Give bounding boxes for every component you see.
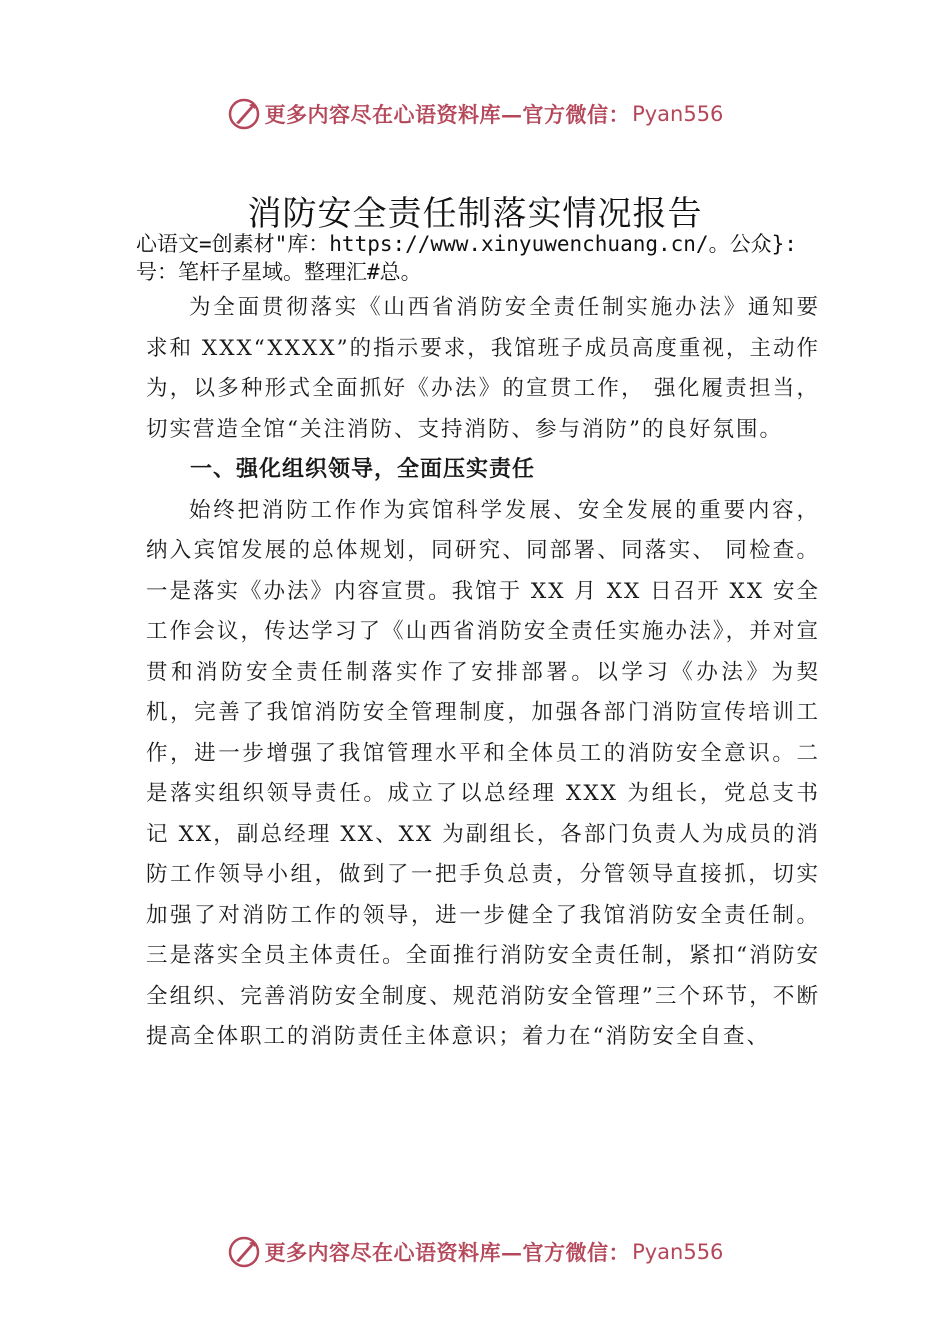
- document-title: 消防安全责任制落实情况报告: [247, 194, 703, 234]
- banner-text: 更多内容尽在心语资料库—官方微信：: [264, 102, 631, 127]
- footer-banner: [0, 1232, 950, 1272]
- banner-wechat-id: Pyan556: [632, 1240, 724, 1264]
- intro-paragraph: 为全面贯彻落实《山西省消防安全责任制实施办法》通知要求和 XXX“XXXX”的指示要求，我馆班子成员高度重视，主动作为，以多种形式全面抓好《办法》的宣贯工作， 强化履责担当，切实营造全馆“关注消防、支持消防、参与消防”的良好氛围。: [146, 295, 820, 442]
- document-body: [146, 288, 820, 1058]
- source-line: 心语文=创素材"库：https://www.xinyuwenchuang.cn/。公众}:号：笔杆子星域。整理汇#总。: [136, 232, 797, 284]
- banner-wechat-id: Pyan556: [632, 102, 724, 126]
- feather-pen-circle-icon: [227, 1235, 261, 1269]
- section-paragraph: 始终把消防工作作为宾馆科学发展、安全发展的重要内容，纳入宾馆发展的总体规划，同研究、同部署、同落实、 同检查。一是落实《办法》内容宣贯。我馆于 XX 月 XX 日召开 XX 安全工作会议，传达学习了《山西省消防安全责任实施办法》，并对宣贯和消防安全责任制落实作了安排部署。以学习《办法》为契机，完善了我馆消防安全管理制度，加强各部门消防宣传培训工作，进一步增强了我馆管理水平和全体员工的消防安全意识。二是落实组织领导责任。成立了以总经理 XXX 为组长，党总支书记 XX，副总经理 XX、XX 为副组长，各部门负责人为成员的消防工作领导小组，做到了一把手负总责，分管领导直接抓，切实加强了对消防工作的领导，进一步健全了我馆消防安全责任制。三是落实全员主体责任。全面推行消防安全责任制，紧扣“消防安全组织、完善消防安全制度、规范消防安全管理”三个环节，不断提高全体职工的消防责任主体意识；着力在“消防安全自查、: [146, 497, 820, 1049]
- header-banner: [0, 94, 950, 134]
- banner-text: 更多内容尽在心语资料库—官方微信：: [264, 1240, 631, 1265]
- feather-pen-circle-icon: [227, 97, 261, 131]
- section-heading: 一、强化组织领导，全面压实责任: [190, 457, 536, 482]
